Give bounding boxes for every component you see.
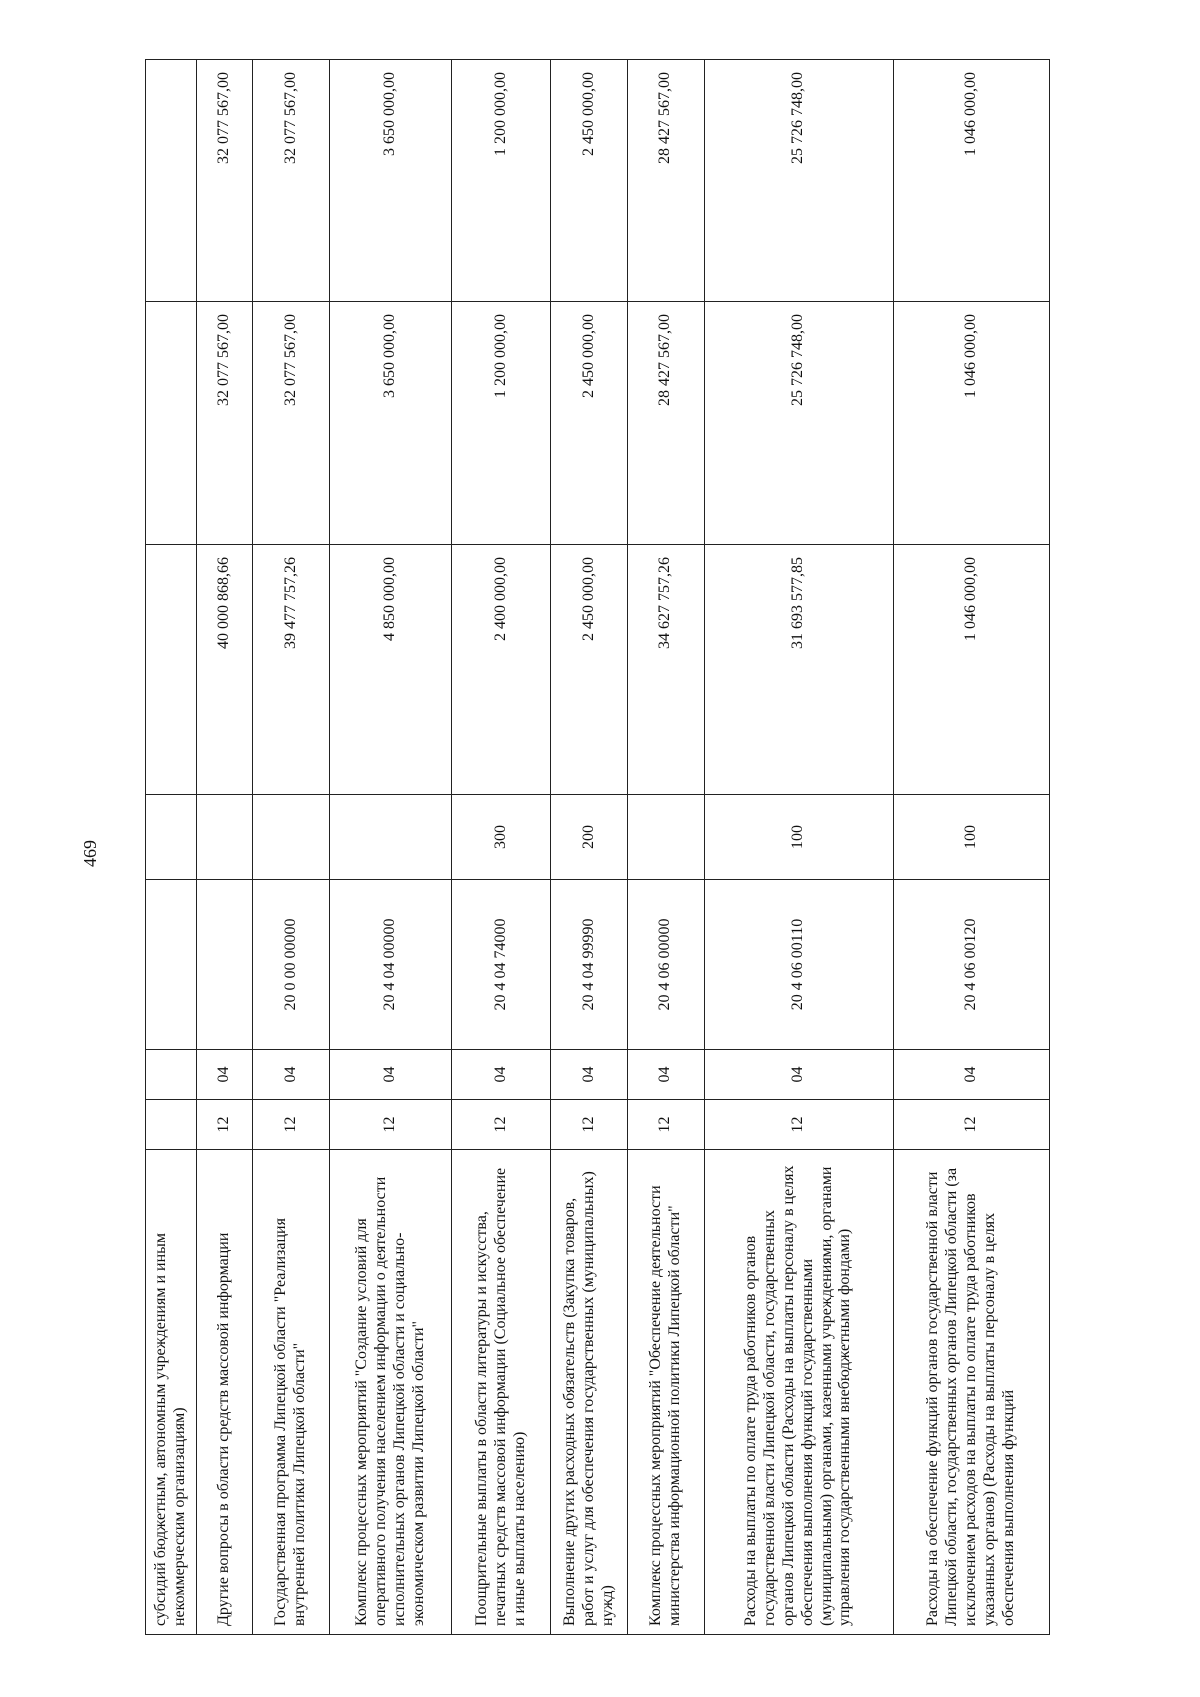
amount-cell-1: 2 400 000,00 <box>452 545 551 795</box>
amount-cell-2 <box>146 302 197 545</box>
subsection-cell: 04 <box>197 1050 253 1100</box>
row-name-cell: Поощрительные выплаты в области литературы и искусства, печатных средств массовой информации (Социальное обеспечение и иные выплаты населению) <box>452 1150 551 1635</box>
subsection-cell: 04 <box>628 1050 705 1100</box>
target-article-cell: 20 4 04 99990 <box>551 880 628 1050</box>
table-row <box>329 60 452 1635</box>
row-name-cell: Расходы на обеспечение функций органов государственной власти Липецкой области, государственных органов Липецкой области (за исключением расходов на выплаты по оплате труда работников указанных органов) (Расходы на выплаты персоналу в целях обеспечения выполнения функций <box>893 1150 1049 1635</box>
amount-cell-2: 25 726 748,00 <box>704 302 893 545</box>
subsection-cell: 04 <box>253 1050 330 1100</box>
section-cell: 12 <box>329 1100 452 1150</box>
amount-cell-1: 4 850 000,00 <box>329 545 452 795</box>
section-cell: 12 <box>197 1100 253 1150</box>
subsection-cell: 04 <box>704 1050 893 1100</box>
row-name-cell: Государственная программа Липецкой области "Реализация внутренней политики Липецкой области" <box>253 1150 330 1635</box>
amount-cell-2: 28 427 567,00 <box>628 302 705 545</box>
target-article-cell <box>197 880 253 1050</box>
amount-cell-1: 40 000 868,66 <box>197 545 253 795</box>
table-row <box>197 60 253 1635</box>
row-name-cell: субсидий бюджетным, автономным учреждениям и иным некоммерческим организациям) <box>146 1150 197 1635</box>
subsection-cell: 04 <box>893 1050 1049 1100</box>
amount-cell-1: 34 627 757,26 <box>628 545 705 795</box>
row-name-cell: Другие вопросы в области средств массовой информации <box>197 1150 253 1635</box>
section-cell: 12 <box>452 1100 551 1150</box>
table-row <box>452 60 551 1635</box>
amount-cell-2: 32 077 567,00 <box>253 302 330 545</box>
expense-type-cell: 200 <box>551 795 628 880</box>
table-row <box>551 60 628 1635</box>
section-cell: 12 <box>704 1100 893 1150</box>
amount-cell-3: 1 200 000,00 <box>452 60 551 302</box>
amount-cell-2: 2 450 000,00 <box>551 302 628 545</box>
rotated-table-container <box>145 60 1050 1635</box>
target-article-cell <box>146 880 197 1050</box>
table-row <box>704 60 893 1635</box>
subsection-cell <box>146 1050 197 1100</box>
section-cell: 12 <box>253 1100 330 1150</box>
row-name-cell: Комплекс процессных мероприятий "Обеспечение деятельности министерства информационной политики Липецкой области" <box>628 1150 705 1635</box>
amount-cell-3: 25 726 748,00 <box>704 60 893 302</box>
amount-cell-2: 1 046 000,00 <box>893 302 1049 545</box>
subsection-cell: 04 <box>551 1050 628 1100</box>
row-name-cell: Комплекс процессных мероприятий "Создание условий для оперативного получения населением информации о деятельности исполнительных органов Липецкой области и социально-экономическом развитии Липецкой области" <box>329 1150 452 1635</box>
section-cell: 12 <box>551 1100 628 1150</box>
table-row <box>893 60 1049 1635</box>
target-article-cell: 20 4 04 74000 <box>452 880 551 1050</box>
subsection-cell: 04 <box>452 1050 551 1100</box>
amount-cell-1: 2 450 000,00 <box>551 545 628 795</box>
budget-table <box>145 59 1050 1635</box>
table-row <box>628 60 705 1635</box>
expense-type-cell: 100 <box>893 795 1049 880</box>
expense-type-cell <box>628 795 705 880</box>
section-cell: 12 <box>893 1100 1049 1150</box>
amount-cell-1: 31 693 577,85 <box>704 545 893 795</box>
amount-cell-2: 32 077 567,00 <box>197 302 253 545</box>
target-article-cell: 20 4 06 00110 <box>704 880 893 1050</box>
amount-cell-1: 1 046 000,00 <box>893 545 1049 795</box>
amount-cell-3: 32 077 567,00 <box>253 60 330 302</box>
page-number <box>75 803 105 903</box>
expense-type-cell <box>197 795 253 880</box>
row-name-cell: Выполнение других расходных обязательств (Закупка товаров, работ и услуг для обеспечения государственных (муниципальных) нужд) <box>551 1150 628 1635</box>
amount-cell-2: 1 200 000,00 <box>452 302 551 545</box>
amount-cell-2: 3 650 000,00 <box>329 302 452 545</box>
expense-type-cell <box>253 795 330 880</box>
target-article-cell: 20 4 04 00000 <box>329 880 452 1050</box>
expense-type-cell <box>329 795 452 880</box>
amount-cell-3: 32 077 567,00 <box>197 60 253 302</box>
subsection-cell: 04 <box>329 1050 452 1100</box>
amount-cell-3: 1 046 000,00 <box>893 60 1049 302</box>
page-number-text: 469 <box>79 839 100 867</box>
table-row <box>146 60 197 1635</box>
amount-cell-3: 28 427 567,00 <box>628 60 705 302</box>
expense-type-cell: 300 <box>452 795 551 880</box>
amount-cell-3: 3 650 000,00 <box>329 60 452 302</box>
amount-cell-1 <box>146 545 197 795</box>
section-cell: 12 <box>628 1100 705 1150</box>
target-article-cell: 20 4 06 00000 <box>628 880 705 1050</box>
expense-type-cell: 100 <box>704 795 893 880</box>
row-name-cell: Расходы на выплаты по оплате труда работников органов государственной власти Липецкой области, государственных органов Липецкой области (Расходы на выплаты персоналу в целях обеспечения выполнения функций государственными (муниципальными) органами, казенными учреждениями, органами управления государственными внебюджетными фондами) <box>704 1150 893 1635</box>
target-article-cell: 20 4 06 00120 <box>893 880 1049 1050</box>
amount-cell-1: 39 477 757,26 <box>253 545 330 795</box>
amount-cell-3 <box>146 60 197 302</box>
section-cell <box>146 1100 197 1150</box>
target-article-cell: 20 0 00 00000 <box>253 880 330 1050</box>
amount-cell-3: 2 450 000,00 <box>551 60 628 302</box>
expense-type-cell <box>146 795 197 880</box>
table-row <box>253 60 330 1635</box>
